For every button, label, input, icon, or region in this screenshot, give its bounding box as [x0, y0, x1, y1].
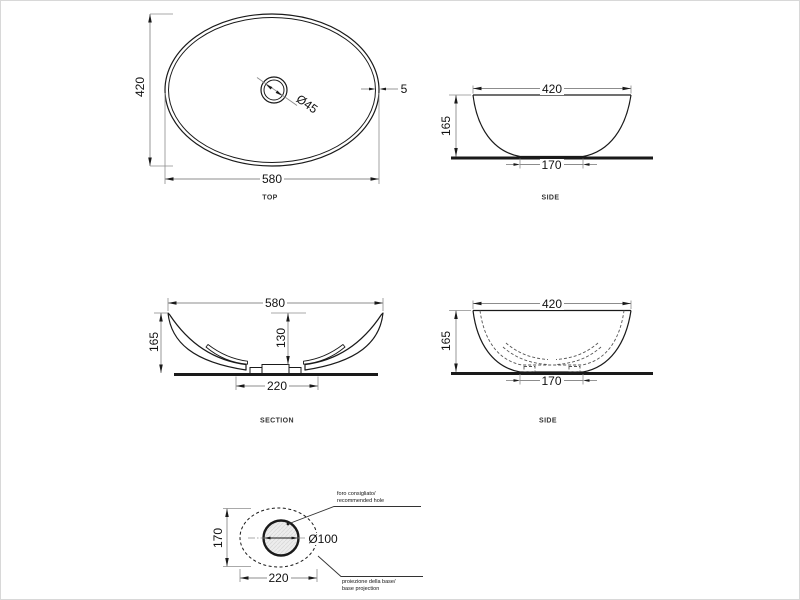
- side-lower-height-dim: 165: [439, 330, 453, 352]
- base-projection-note-line2: base projection: [342, 585, 380, 592]
- recommended-hole-note-line1: foro consigliato/: [337, 491, 376, 497]
- side-upper-view-label: SIDE: [541, 194, 560, 201]
- top-view-label: TOP: [262, 194, 278, 201]
- bottom-hole-dim: Ø100: [308, 531, 338, 546]
- bottom-height-dim: 170: [211, 527, 225, 548]
- top-rim-dim: 5: [400, 82, 408, 96]
- section-base-dim: 220: [266, 379, 288, 393]
- side-view-upper: [449, 86, 653, 172]
- bottom-width-dim: 220: [268, 571, 289, 585]
- recommended-hole-note: [337, 491, 384, 505]
- base-projection-note-line1: proiezione della base/: [342, 578, 396, 585]
- section-view-label: SECTION: [260, 417, 294, 425]
- top-hole-dim: Ø45: [293, 91, 321, 117]
- base-projection-note: [342, 579, 396, 593]
- side-view-lower: [449, 301, 653, 388]
- side-lower-width-dim: 420: [541, 296, 563, 311]
- side-upper-width-dim: 420: [541, 81, 563, 96]
- section-view: [154, 298, 383, 393]
- section-height-dim: 165: [147, 331, 161, 353]
- side-lower-base-dim: 170: [541, 373, 562, 388]
- section-width-dim: 580: [264, 296, 286, 310]
- top-view: [150, 14, 398, 184]
- section-depth-dim: 130: [274, 327, 288, 349]
- side-upper-base-dim: 170: [541, 157, 562, 172]
- side-lower-view-label: SIDE: [539, 417, 557, 425]
- recommended-hole-note-line2: recommended hole: [337, 498, 385, 504]
- side-upper-height-dim: 165: [439, 115, 453, 137]
- top-height-dim: 420: [133, 76, 147, 98]
- top-width-dim: 580: [261, 172, 283, 186]
